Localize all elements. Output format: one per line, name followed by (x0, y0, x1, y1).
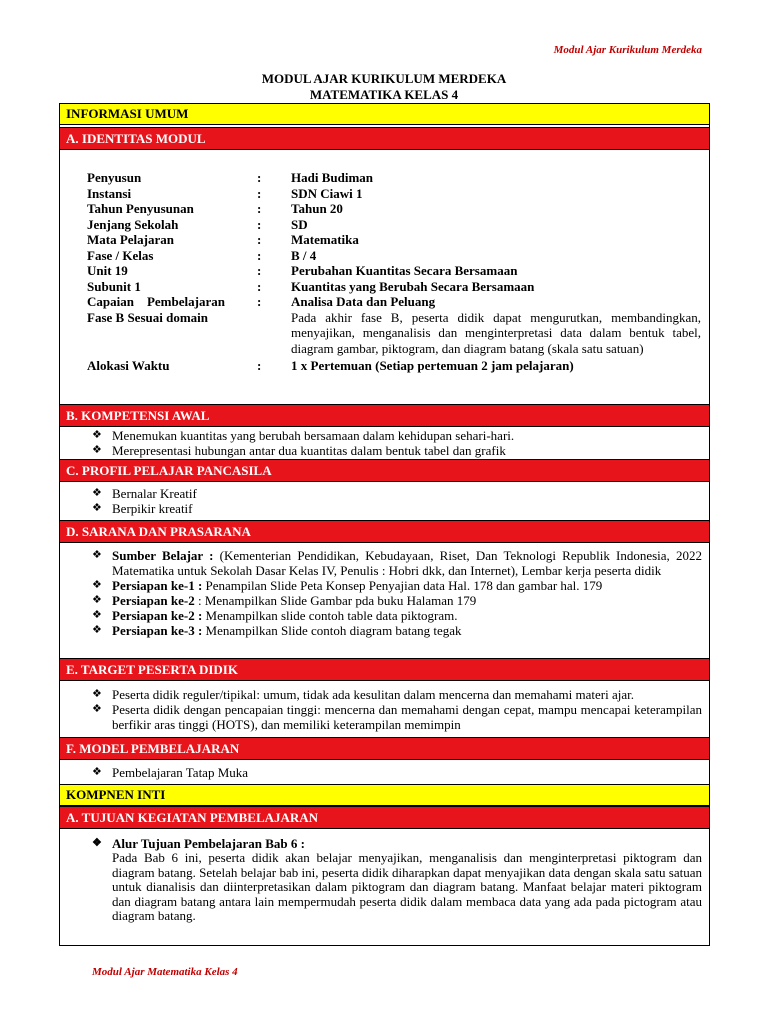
item-text: Menampilkan Slide contoh diagram batang tegak (202, 623, 462, 638)
identitas-row (87, 201, 701, 217)
list-item: ❖ Pembelajaran Tatap Muka (90, 765, 702, 780)
row-key: Fase B Sesuai domain (87, 309, 208, 325)
tujuan-paragraph: Pada Bab 6 ini, peserta didik akan belajar menyajikan, menganalisis dan menginterpretasi piktogram dan diagram batang. Setelah belajar bab ini, peserta didik diharapkan dapat menyajikan data dengan skala satu satuan untuk dianalisis dan diinterpretasikan dalam piktogram dan diagram batang. Manfaat belajar materi piktogram dan diagram batang antara lain mempermudah peserta didik dalam membaca data yang ada pada pictogram atau diagram batang. (112, 850, 702, 923)
row-colon: : (257, 232, 262, 247)
document-title: MODUL AJAR KURIKULUM MERDEKA (261, 71, 507, 86)
item-text: (Kementerian Pendidikan, Kebudayaan, Riset, Dan Teknologi Republik Indonesia, 2022 Matematika untuk Sekolah Dasar Kelas IV, Penulis : Hobri dkk, dan Internet), Lembar kerja peserta didik (112, 548, 702, 578)
row-key: Penyusun (87, 170, 142, 185)
list-item (90, 623, 702, 638)
identitas-modul-header: A. IDENTITAS MODUL (59, 127, 710, 150)
row-key: Instansi (87, 185, 132, 201)
row-key: Capaian Pembelajaran (87, 294, 225, 309)
identitas-row (87, 263, 701, 279)
list-item: ❖ Menemukan kuantitas yang berubah bersamaan dalam kehidupan sehari-hari. (90, 428, 702, 443)
model-list (90, 765, 702, 780)
row-value: SDN Ciawi 1 (291, 185, 363, 201)
list-item (90, 608, 702, 623)
row-value: 1 x Pertemuan (Setiap pertemuan 2 jam pelajaran) (291, 358, 574, 373)
running-footer: Modul Ajar Matematika Kelas 4 (92, 966, 238, 978)
komponen-inti-header: KOMPNEN INTI (59, 784, 710, 806)
tujuan-list (90, 836, 702, 851)
item-label: Persiapan ke-3 : (112, 623, 203, 638)
item-text: : Menampilkan Slide Gambar pda buku Halaman 179 (194, 593, 477, 608)
list-item: ❖ Bernalar Kreatif (90, 486, 702, 501)
row-value: Tahun 20 (291, 201, 343, 216)
item-label: Sumber Belajar : (112, 548, 214, 563)
row-colon: : (257, 263, 262, 278)
sarana-list (90, 548, 702, 638)
kompetensi-list (90, 428, 702, 458)
row-key: Jenjang Sekolah (87, 216, 179, 232)
target-list (90, 687, 702, 732)
identitas-row (87, 217, 701, 233)
list-item (90, 548, 702, 578)
row-colon: : (257, 278, 262, 294)
row-colon: : (257, 201, 262, 216)
identitas-table (87, 170, 701, 374)
list-item (90, 593, 702, 608)
kompetensi-awal-header: B. KOMPETENSI AWAL (59, 404, 710, 427)
document-subtitle: MATEMATIKA KELAS 4 (309, 87, 459, 102)
item-label: Persiapan ke-2 (112, 593, 195, 608)
list-item: ❖ Peserta didik reguler/tipikal: umum, tidak ada kesulitan dalam mencerna dan memahami materi ajar. (90, 687, 702, 702)
row-key: Subunit 1 (87, 278, 141, 294)
identitas-row (87, 248, 701, 264)
row-colon: : (257, 247, 262, 263)
identitas-row (87, 310, 701, 357)
row-value: Kuantitas yang Berubah Secara Bersamaan (291, 278, 535, 294)
row-colon: : (257, 185, 262, 201)
running-header: Modul Ajar Kurikulum Merdeka (553, 44, 702, 56)
item-label: Persiapan ke-2 : (112, 608, 203, 623)
profil-pelajar-header: C. PROFIL PELAJAR PANCASILA (59, 459, 710, 482)
profil-list (90, 486, 702, 516)
row-value: Pada akhir fase B, peserta didik dapat mengurutkan, membandingkan, menyajikan, menganalisis dan menginterpretasi data dalam bentuk tabel, diagram gambar, piktogram, dan diagram batang (skala satu satuan) (291, 309, 701, 356)
target-peserta-header: E. TARGET PESERTA DIDIK (59, 658, 710, 681)
list-item: ❖ Berpikir kreatif (90, 501, 702, 516)
list-item: ❖ Peserta didik dengan pencapaian tinggi: mencerna dan memahami dengan cepat, mampu mencapai keterampilan berfikir aras tinggi (HOTS), dan memiliki keterampilan memimpin (90, 702, 702, 732)
row-key: Unit 19 (87, 263, 128, 278)
row-key: Alokasi Waktu (87, 358, 170, 373)
row-key: Mata Pelajaran (87, 232, 175, 247)
informasi-umum-header: INFORMASI UMUM (59, 103, 710, 125)
row-colon: : (257, 216, 262, 232)
row-colon: : (257, 170, 262, 185)
row-colon: : (257, 294, 262, 309)
identitas-row (87, 358, 701, 374)
identitas-row (87, 170, 701, 186)
row-colon (257, 310, 291, 357)
list-item (90, 578, 702, 593)
row-colon: : (257, 358, 262, 373)
row-value: Matematika (291, 232, 359, 247)
item-text: Menampilkan slide contoh table data piktogram. (202, 608, 458, 623)
model-pembelajaran-header: F. MODEL PEMBELAJARAN (59, 737, 710, 760)
identitas-row (87, 279, 701, 295)
row-key: Tahun Penyusunan (87, 201, 194, 216)
row-value: SD (291, 216, 308, 232)
row-value: Perubahan Kuantitas Secara Bersamaan (291, 263, 518, 278)
list-item: ❖ Merepresentasi hubungan antar dua kuantitas dalam bentuk tabel dan grafik (90, 443, 702, 458)
list-item: ❖ Alur Tujuan Pembelajaran Bab 6 : (90, 836, 702, 851)
row-key: Fase / Kelas (87, 247, 154, 263)
row-value: Hadi Budiman (291, 170, 374, 185)
row-value: Analisa Data dan Peluang (291, 294, 436, 309)
tujuan-kegiatan-header: A. TUJUAN KEGIATAN PEMBELAJARAN (59, 806, 710, 829)
identitas-row (87, 186, 701, 202)
row-value: B / 4 (291, 247, 317, 263)
identitas-row (87, 232, 701, 248)
item-label: Persiapan ke-1 : (112, 578, 203, 593)
identitas-row (87, 294, 701, 310)
sarana-prasarana-header: D. SARANA DAN PRASARANA (59, 520, 710, 543)
item-text: Penampilan Slide Peta Konsep Penyajian data Hal. 178 dan gambar hal. 179 (202, 578, 603, 593)
